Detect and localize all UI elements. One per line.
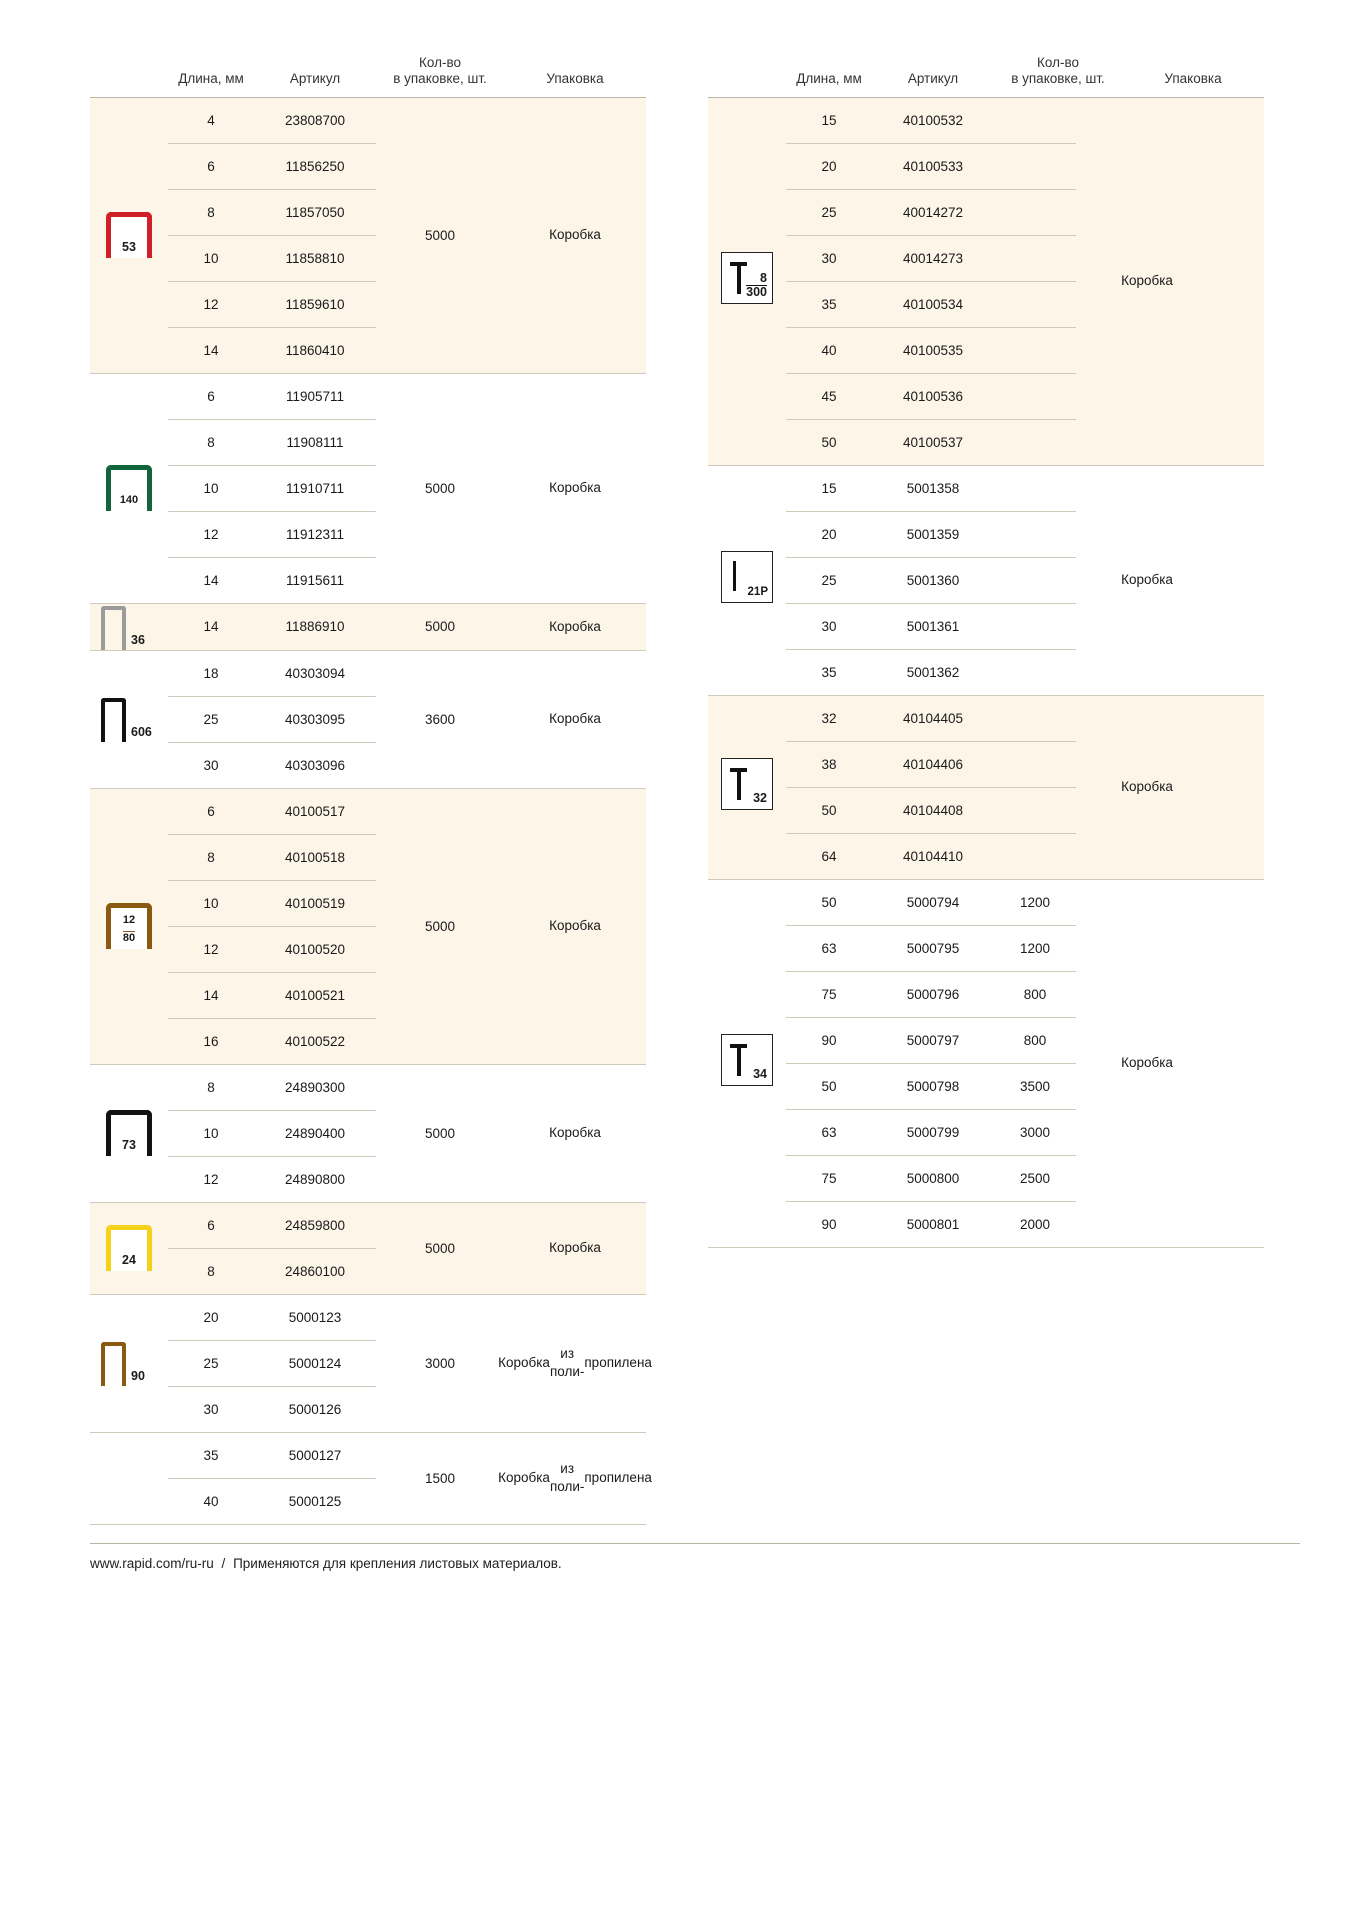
group-package: Коробка bbox=[1121, 1055, 1173, 1071]
nail-icon bbox=[719, 764, 775, 810]
nail-icon bbox=[719, 258, 775, 304]
row-length: 64 bbox=[821, 848, 837, 864]
table-row bbox=[168, 512, 376, 558]
row-length: 30 bbox=[203, 1401, 219, 1417]
row-article: 40100518 bbox=[284, 849, 346, 865]
table-row bbox=[786, 374, 1076, 420]
row-article: 11860410 bbox=[285, 342, 345, 358]
table-row bbox=[168, 1111, 376, 1157]
table-row bbox=[786, 788, 1076, 834]
product-group bbox=[90, 1295, 652, 1432]
row-article: 5000800 bbox=[906, 1170, 960, 1186]
narrow-staple-icon-label: 90 bbox=[131, 1369, 145, 1384]
product-group bbox=[90, 1065, 646, 1202]
row-length: 32 bbox=[821, 710, 837, 726]
row-article: 11912311 bbox=[285, 526, 345, 542]
table-row bbox=[168, 1295, 376, 1341]
table-row bbox=[786, 1018, 1076, 1064]
row-article: 40100522 bbox=[284, 1033, 346, 1049]
table-row bbox=[786, 880, 1076, 926]
row-quantity: 3500 bbox=[1019, 1078, 1051, 1094]
row-length: 20 bbox=[821, 158, 837, 174]
row-quantity: 1200 bbox=[1019, 940, 1051, 956]
row-article: 40104408 bbox=[902, 802, 964, 818]
row-length: 75 bbox=[821, 986, 837, 1002]
table-row bbox=[786, 144, 1076, 190]
staple-icon-label-top: 12 bbox=[122, 914, 136, 927]
group-rows bbox=[786, 98, 1076, 465]
group-package: Коробка bbox=[549, 618, 601, 634]
row-length: 8 bbox=[207, 1263, 215, 1279]
row-length: 12 bbox=[203, 296, 219, 312]
group-rows bbox=[168, 1065, 376, 1202]
group-package: Коробка из поли- пропилена bbox=[498, 1461, 652, 1495]
row-article: 11886910 bbox=[285, 618, 345, 634]
header-icon-cell bbox=[90, 55, 168, 97]
row-article: 40104410 bbox=[902, 848, 964, 864]
table-row bbox=[168, 1341, 376, 1387]
row-length: 14 bbox=[203, 342, 219, 358]
nail-icon-label-bottom: 300 bbox=[746, 285, 767, 300]
table-row bbox=[786, 972, 1076, 1018]
row-article: 40104405 bbox=[902, 710, 964, 726]
row-article: 24890800 bbox=[284, 1171, 346, 1187]
group-rows bbox=[786, 466, 1076, 695]
header-quantity-line2: в упаковке, шт. bbox=[393, 71, 487, 87]
group-package: Коробка bbox=[549, 1125, 601, 1141]
row-article: 5001361 bbox=[906, 618, 960, 634]
narrow-staple-icon-label: 606 bbox=[131, 725, 152, 740]
group-icon-cell bbox=[90, 374, 168, 603]
footer-url[interactable]: www.rapid.com/ru-ru bbox=[90, 1555, 214, 1571]
row-quantity: 800 bbox=[1023, 1032, 1047, 1048]
nail-icon-label: 32 bbox=[753, 791, 767, 806]
table-row bbox=[786, 282, 1076, 328]
table-row bbox=[168, 144, 376, 190]
narrow-staple-icon bbox=[101, 604, 157, 650]
group-package: Коробка bbox=[549, 480, 601, 496]
group-rows bbox=[786, 880, 1076, 1247]
row-length: 4 bbox=[207, 112, 215, 128]
row-article: 40104406 bbox=[902, 756, 964, 772]
row-length: 14 bbox=[203, 618, 219, 634]
table-row bbox=[786, 328, 1076, 374]
row-length: 6 bbox=[207, 388, 215, 404]
row-article: 40100520 bbox=[284, 941, 346, 957]
row-article: 5000798 bbox=[906, 1078, 960, 1094]
staple-icon bbox=[106, 903, 152, 949]
row-quantity: 3000 bbox=[1019, 1124, 1051, 1140]
row-article: 5000125 bbox=[288, 1493, 342, 1509]
staple-icon bbox=[106, 465, 152, 511]
table-row bbox=[168, 1387, 376, 1432]
pin-icon bbox=[719, 557, 775, 603]
group-package: Коробка bbox=[549, 227, 601, 243]
header-icon-cell bbox=[708, 55, 786, 97]
row-article: 24890400 bbox=[284, 1125, 346, 1141]
table-row bbox=[786, 742, 1076, 788]
row-length: 25 bbox=[821, 572, 837, 588]
product-group bbox=[90, 98, 646, 373]
group-quantity: 5000 bbox=[424, 1125, 456, 1141]
table-row bbox=[168, 1019, 376, 1064]
table-row bbox=[786, 926, 1076, 972]
header-article: Артикул bbox=[254, 55, 376, 97]
table-row bbox=[168, 1203, 376, 1249]
row-length: 10 bbox=[203, 895, 219, 911]
row-article: 5000795 bbox=[906, 940, 960, 956]
product-group bbox=[90, 789, 646, 1064]
group-icon-cell bbox=[90, 651, 168, 788]
row-length: 35 bbox=[203, 1447, 219, 1463]
footer-note: Применяются для крепления листовых материалов. bbox=[233, 1555, 562, 1571]
table-row bbox=[786, 1156, 1076, 1202]
group-icon-cell bbox=[708, 696, 786, 879]
table-row bbox=[168, 374, 376, 420]
row-article: 5000126 bbox=[288, 1401, 342, 1417]
group-rows bbox=[168, 651, 376, 788]
row-article: 5001360 bbox=[906, 572, 960, 588]
row-article: 40100532 bbox=[902, 112, 964, 128]
group-icon-cell bbox=[90, 604, 168, 650]
group-icon-cell bbox=[708, 466, 786, 695]
row-article: 40100521 bbox=[284, 987, 346, 1003]
table-row bbox=[168, 651, 376, 697]
row-length: 35 bbox=[821, 296, 837, 312]
header-package: Упаковка bbox=[504, 55, 646, 97]
table-row bbox=[168, 420, 376, 466]
table-row bbox=[786, 466, 1076, 512]
row-length: 10 bbox=[203, 250, 219, 266]
row-article: 11858810 bbox=[285, 250, 345, 266]
table-row bbox=[168, 881, 376, 927]
row-length: 45 bbox=[821, 388, 837, 404]
header-package: Упаковка bbox=[1122, 55, 1264, 97]
group-icon-cell bbox=[90, 789, 168, 1064]
header-quantity-line1: Кол-во bbox=[1037, 55, 1079, 70]
row-length: 10 bbox=[203, 480, 219, 496]
row-length: 6 bbox=[207, 803, 215, 819]
row-quantity: 2500 bbox=[1019, 1170, 1051, 1186]
group-quantity: 5000 bbox=[424, 1240, 456, 1256]
group-package: Коробка bbox=[1121, 572, 1173, 588]
group-quantity: 3600 bbox=[424, 711, 456, 727]
table-row bbox=[168, 1479, 376, 1524]
row-length: 12 bbox=[203, 941, 219, 957]
pin-icon-label: 21P bbox=[747, 586, 768, 599]
row-article: 40100519 bbox=[284, 895, 346, 911]
staple-icon bbox=[106, 1225, 152, 1271]
group-quantity: 3000 bbox=[424, 1355, 456, 1371]
group-rows bbox=[168, 1295, 376, 1432]
row-length: 75 bbox=[821, 1170, 837, 1186]
row-length: 20 bbox=[203, 1309, 219, 1325]
row-quantity: 800 bbox=[1023, 986, 1047, 1002]
row-article: 5000794 bbox=[906, 894, 960, 910]
staple-icon-label: 53 bbox=[122, 239, 136, 254]
row-article: 11857050 bbox=[285, 204, 345, 220]
group-icon-cell bbox=[90, 1433, 168, 1524]
row-length: 90 bbox=[821, 1216, 837, 1232]
header-length: Длина, мм bbox=[168, 55, 254, 97]
row-article: 5000797 bbox=[906, 1032, 960, 1048]
row-length: 40 bbox=[203, 1493, 219, 1509]
footer-separator: / bbox=[221, 1555, 226, 1571]
left-column bbox=[90, 55, 652, 1525]
row-article: 5001362 bbox=[906, 664, 960, 680]
row-length: 63 bbox=[821, 1124, 837, 1140]
row-length: 30 bbox=[203, 757, 219, 773]
table-row bbox=[786, 236, 1076, 282]
row-article: 24859800 bbox=[284, 1217, 346, 1233]
product-group bbox=[90, 1433, 652, 1524]
table-row bbox=[168, 466, 376, 512]
table-row bbox=[786, 1064, 1076, 1110]
row-article: 5000796 bbox=[906, 986, 960, 1002]
nail-icon-label: 34 bbox=[753, 1067, 767, 1082]
row-length: 8 bbox=[207, 849, 215, 865]
table-row bbox=[168, 328, 376, 373]
group-quantity: 5000 bbox=[424, 227, 456, 243]
row-length: 8 bbox=[207, 434, 215, 450]
group-quantity: 5000 bbox=[424, 480, 456, 496]
row-length: 50 bbox=[821, 894, 837, 910]
table-row bbox=[168, 282, 376, 328]
group-rows bbox=[168, 1433, 376, 1524]
row-article: 40100533 bbox=[902, 158, 964, 174]
narrow-staple-icon-label: 36 bbox=[131, 632, 145, 647]
table-row bbox=[168, 558, 376, 603]
narrow-staple-icon bbox=[101, 1340, 157, 1386]
table-row bbox=[168, 98, 376, 144]
right-groups-container bbox=[708, 98, 1264, 1248]
row-length: 12 bbox=[203, 1171, 219, 1187]
row-article: 5001358 bbox=[906, 480, 960, 496]
row-length: 50 bbox=[821, 802, 837, 818]
row-article: 5001359 bbox=[906, 526, 960, 542]
row-article: 40100536 bbox=[902, 388, 964, 404]
row-article: 5000801 bbox=[906, 1216, 960, 1232]
product-group bbox=[90, 1203, 646, 1294]
right-column bbox=[708, 55, 1264, 1248]
row-length: 50 bbox=[821, 434, 837, 450]
row-length: 16 bbox=[203, 1033, 219, 1049]
table-row bbox=[168, 604, 376, 649]
row-length: 90 bbox=[821, 1032, 837, 1048]
row-article: 5000127 bbox=[288, 1447, 342, 1463]
row-article: 11910711 bbox=[285, 480, 345, 496]
row-length: 40 bbox=[821, 342, 837, 358]
table-row bbox=[786, 558, 1076, 604]
table-row bbox=[786, 650, 1076, 695]
row-article: 24860100 bbox=[284, 1263, 346, 1279]
table-row bbox=[786, 420, 1076, 465]
group-rows bbox=[168, 1203, 376, 1294]
row-length: 35 bbox=[821, 664, 837, 680]
group-icon-cell bbox=[90, 98, 168, 373]
table-row bbox=[168, 743, 376, 788]
table-row bbox=[786, 512, 1076, 558]
row-article: 23808700 bbox=[284, 112, 346, 128]
header-quantity-line1: Кол-во bbox=[419, 55, 461, 70]
row-length: 25 bbox=[203, 1355, 219, 1371]
staple-icon-label: 140 bbox=[119, 494, 139, 507]
group-quantity: 1500 bbox=[424, 1470, 456, 1486]
table-row bbox=[168, 1249, 376, 1294]
header-quantity bbox=[994, 55, 1122, 97]
staple-icon bbox=[106, 1110, 152, 1156]
table-row bbox=[168, 190, 376, 236]
row-length: 6 bbox=[207, 158, 215, 174]
header-length: Длина, мм bbox=[786, 55, 872, 97]
staple-icon-label: 73 bbox=[122, 1137, 136, 1152]
nail-icon-label-top: 8 bbox=[760, 271, 767, 286]
group-quantity: 5000 bbox=[424, 918, 456, 934]
group-icon-cell bbox=[90, 1295, 168, 1432]
table-row bbox=[168, 927, 376, 973]
header-article: Артикул bbox=[872, 55, 994, 97]
row-length: 50 bbox=[821, 1078, 837, 1094]
group-package: Коробка bbox=[549, 1240, 601, 1256]
table-row bbox=[786, 1202, 1076, 1247]
row-length: 8 bbox=[207, 1079, 215, 1095]
row-length: 8 bbox=[207, 204, 215, 220]
row-article: 40100517 bbox=[284, 803, 346, 819]
table-row bbox=[168, 1157, 376, 1202]
page-footer bbox=[90, 1543, 1300, 1571]
row-quantity: 1200 bbox=[1019, 894, 1051, 910]
row-article: 40100534 bbox=[902, 296, 964, 312]
row-article: 11908111 bbox=[286, 434, 344, 450]
table-row bbox=[168, 236, 376, 282]
group-package: Коробка из поли- пропилена bbox=[498, 1346, 652, 1380]
table-row bbox=[786, 190, 1076, 236]
row-length: 30 bbox=[821, 250, 837, 266]
table-row bbox=[786, 696, 1076, 742]
group-package: Коробка bbox=[549, 918, 601, 934]
product-group bbox=[708, 98, 1264, 465]
narrow-staple-icon bbox=[101, 696, 157, 742]
group-icon-cell bbox=[708, 98, 786, 465]
left-table-header bbox=[90, 55, 646, 98]
header-quantity-line2: в упаковке, шт. bbox=[1011, 71, 1105, 87]
group-rows bbox=[168, 98, 376, 373]
row-article: 40100535 bbox=[902, 342, 964, 358]
row-length: 25 bbox=[203, 711, 219, 727]
group-rows bbox=[168, 789, 376, 1064]
table-row bbox=[168, 835, 376, 881]
row-article: 11856250 bbox=[285, 158, 345, 174]
group-package: Коробка bbox=[1121, 779, 1173, 795]
group-icon-cell bbox=[90, 1203, 168, 1294]
row-length: 14 bbox=[203, 987, 219, 1003]
row-article: 11915611 bbox=[285, 572, 345, 588]
row-article: 5000124 bbox=[288, 1355, 342, 1371]
row-article: 40303096 bbox=[284, 757, 346, 773]
product-group bbox=[708, 466, 1264, 695]
table-row bbox=[786, 834, 1076, 879]
row-length: 25 bbox=[821, 204, 837, 220]
row-length: 10 bbox=[203, 1125, 219, 1141]
group-icon-cell bbox=[90, 1065, 168, 1202]
row-article: 40303094 bbox=[284, 665, 346, 681]
row-article: 24890300 bbox=[284, 1079, 346, 1095]
product-group bbox=[708, 696, 1264, 879]
group-quantity: 5000 bbox=[424, 619, 456, 635]
row-article: 40100537 bbox=[902, 434, 964, 450]
row-length: 63 bbox=[821, 940, 837, 956]
row-article: 40303095 bbox=[284, 711, 346, 727]
header-quantity bbox=[376, 55, 504, 97]
group-rows bbox=[168, 604, 376, 650]
group-rows bbox=[786, 696, 1076, 879]
group-rows bbox=[168, 374, 376, 603]
row-length: 20 bbox=[821, 526, 837, 542]
table-row bbox=[786, 98, 1076, 144]
row-length: 30 bbox=[821, 618, 837, 634]
row-length: 15 bbox=[821, 112, 837, 128]
row-article: 11859610 bbox=[285, 296, 345, 312]
row-length: 15 bbox=[821, 480, 837, 496]
row-length: 14 bbox=[203, 572, 219, 588]
right-table-header bbox=[708, 55, 1264, 98]
row-article: 5000123 bbox=[288, 1309, 342, 1325]
group-divider bbox=[90, 1524, 646, 1525]
product-group bbox=[708, 880, 1264, 1247]
product-group bbox=[90, 651, 646, 788]
row-length: 38 bbox=[821, 756, 837, 772]
staple-icon bbox=[106, 212, 152, 258]
product-group bbox=[90, 604, 646, 650]
table-row bbox=[786, 1110, 1076, 1156]
table-row bbox=[168, 697, 376, 743]
group-divider bbox=[708, 1247, 1264, 1248]
table-row bbox=[168, 789, 376, 835]
row-length: 18 bbox=[203, 665, 219, 681]
staple-icon-label-bottom: 80 bbox=[123, 931, 135, 949]
row-article: 5000799 bbox=[906, 1124, 960, 1140]
row-article: 40014272 bbox=[902, 204, 964, 220]
row-length: 6 bbox=[207, 1217, 215, 1233]
group-package: Коробка bbox=[549, 711, 601, 727]
row-quantity: 2000 bbox=[1019, 1216, 1051, 1232]
left-groups-container bbox=[90, 98, 652, 1525]
nail-icon bbox=[719, 1040, 775, 1086]
product-group bbox=[90, 374, 646, 603]
table-row bbox=[786, 604, 1076, 650]
staple-icon-label: 24 bbox=[122, 1252, 136, 1267]
row-article: 11905711 bbox=[285, 388, 345, 404]
table-row bbox=[168, 973, 376, 1019]
group-package: Коробка bbox=[1121, 273, 1173, 289]
row-length: 12 bbox=[203, 526, 219, 542]
table-row bbox=[168, 1065, 376, 1111]
table-row bbox=[168, 1433, 376, 1479]
two-column-layout bbox=[90, 55, 1297, 1525]
row-article: 40014273 bbox=[902, 250, 964, 266]
group-icon-cell bbox=[708, 880, 786, 1247]
